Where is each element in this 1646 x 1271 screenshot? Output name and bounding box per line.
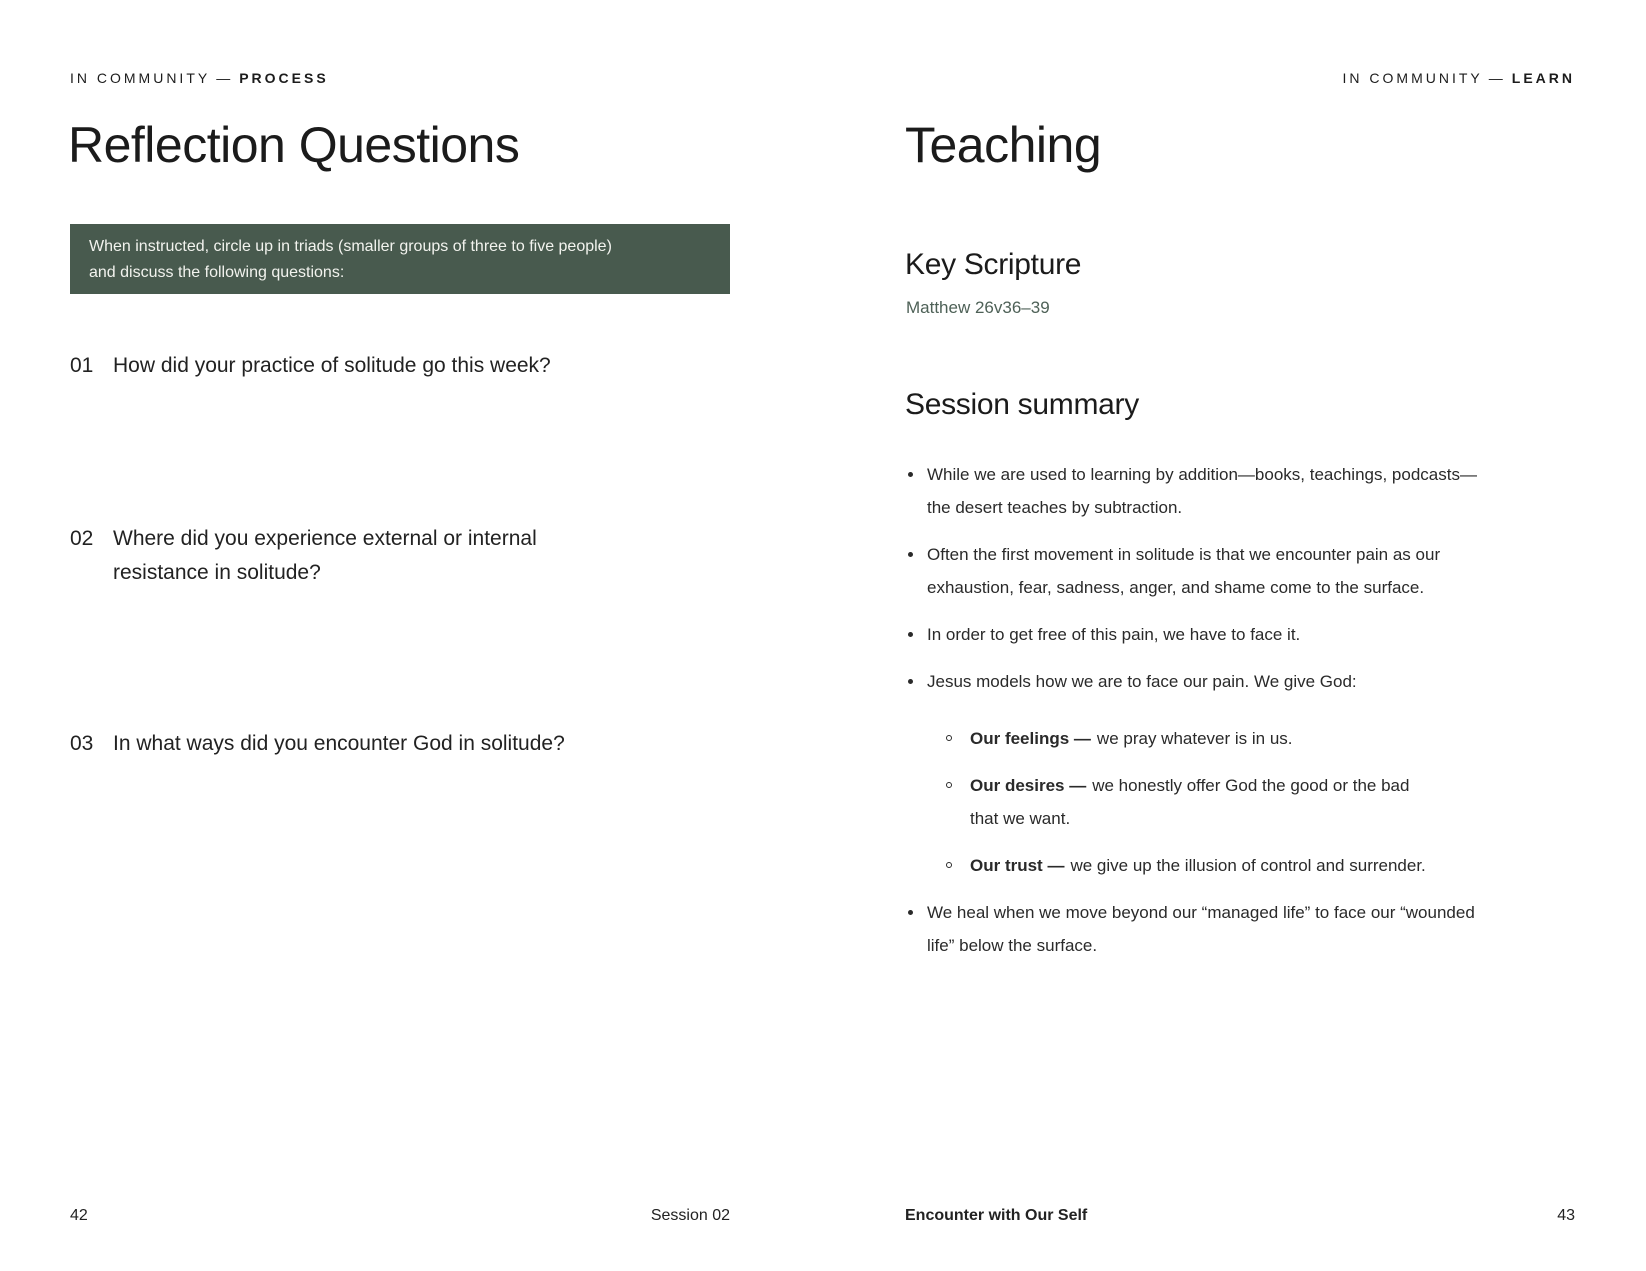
summary-bullet-3: In order to get free of this pain, we have to face it. <box>905 618 1570 651</box>
question-number: 02 <box>70 527 94 550</box>
right-page <box>823 0 1646 1271</box>
eyebrow-dash: — <box>1488 70 1506 86</box>
reflection-question-3 <box>70 727 673 761</box>
eyebrow-section-label: PROCESS <box>239 70 329 86</box>
key-scripture-heading: Key Scripture <box>905 248 1082 281</box>
left-eyebrow <box>70 68 329 88</box>
question-number: 01 <box>70 354 94 377</box>
sub-bullet-desires: Our desires — we honestly offer God the good or the bad that we want. <box>942 769 1570 835</box>
book-title: Encounter with Our Self <box>905 1207 1088 1224</box>
sub-bullet-lead: Our trust — <box>970 856 1065 875</box>
eyebrow-community-label: IN COMMUNITY <box>1342 70 1483 86</box>
reflection-question-1 <box>70 349 673 383</box>
session-summary-heading: Session summary <box>905 388 1139 421</box>
summary-bullet-4: Jesus models how we are to face our pain. We give God: Our feelings — we pray whatever is in us. Our desires — we honestly offer God the good or the bad that we want. Our trust — we give up the illusion of control and surrender. <box>905 665 1570 882</box>
eyebrow-dash: — <box>216 70 234 86</box>
instruction-callout <box>70 224 730 294</box>
eyebrow-section-label: LEARN <box>1511 70 1575 86</box>
left-page-title: Reflection Questions <box>68 117 520 173</box>
question-text: Where did you experience external or internal resistance in solitude? <box>113 527 537 584</box>
sub-bullet-lead: Our desires — <box>970 776 1087 795</box>
eyebrow-community-label: IN COMMUNITY <box>70 70 211 86</box>
right-page-number: 43 <box>1557 1207 1575 1224</box>
left-page-number: 42 <box>70 1207 88 1224</box>
summary-bullet-2: Often the first movement in solitude is that we encounter pain as our exhaustion, fear, sadness, anger, and shame come to the surface. <box>905 538 1570 604</box>
question-text: How did your practice of solitude go this week? <box>113 354 551 377</box>
question-text: In what ways did you encounter God in solitude? <box>113 732 565 755</box>
callout-line: When instructed, circle up in triads (smaller groups of three to five people) <box>89 238 612 255</box>
callout-line: and discuss the following questions: <box>89 264 345 281</box>
reflection-question-2 <box>70 522 673 590</box>
summary-bullet-5: We heal when we move beyond our “managed life” to face our “wounded life” below the surface. <box>905 896 1570 962</box>
we-give-god-sublist <box>942 722 1570 882</box>
summary-bullet-1: While we are used to learning by addition—books, teachings, podcasts— the desert teaches by subtraction. <box>905 458 1570 524</box>
right-page-title: Teaching <box>905 117 1102 173</box>
sub-bullet-lead: Our feelings — <box>970 729 1091 748</box>
right-eyebrow <box>1343 68 1575 88</box>
session-label: Session 02 <box>650 1207 730 1224</box>
question-number: 03 <box>70 732 94 755</box>
scripture-reference-link[interactable]: Matthew 26v36–39 <box>906 298 1050 317</box>
sub-bullet-feelings: Our feelings — we pray whatever is in us. <box>942 722 1570 755</box>
session-summary-list <box>905 458 1570 976</box>
sub-bullet-trust: Our trust — we give up the illusion of control and surrender. <box>942 849 1570 882</box>
